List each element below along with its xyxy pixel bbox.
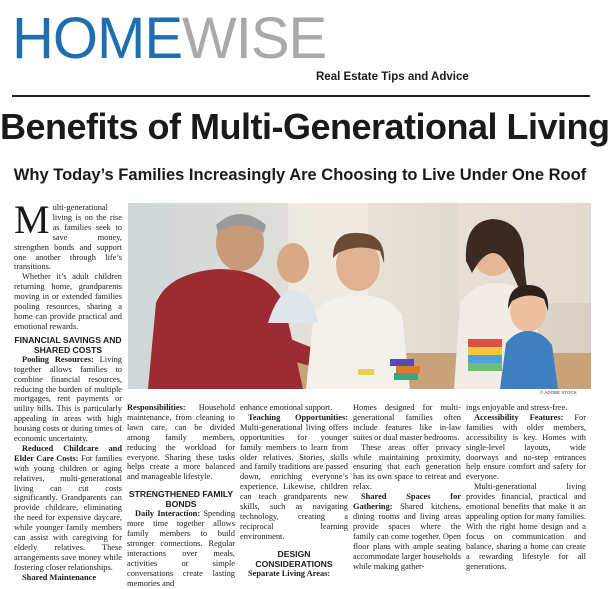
article-column-5	[466, 403, 586, 581]
childcare-paragraph: Reduced Childcare and Elder Care Costs: For families with young children or aging relatives, multi-generational living can cut costs significantly. Grandparents can provide childcare, eliminating the need for expensive daycare, while younger family members can assist with caregiving for elderly relatives. These arrangements save money while fostering closer relationships.	[14, 443, 122, 572]
logo-wise: WISE	[182, 6, 327, 71]
col3-continuation: enhance emotional support.	[240, 403, 333, 412]
col5-continuation: ings enjoyable and stress-free.	[466, 403, 568, 412]
daily-paragraph: Daily Interaction: Spending more time together allows family members to build stronger connections. Regular interactions over meals, activities or simple conversations create lasting memories and	[127, 509, 236, 588]
daily-label: Daily Interaction:	[135, 509, 201, 519]
photo-credit: © ADOBE STOCK	[540, 390, 577, 395]
accessibility-label: Accessibility Features:	[474, 412, 564, 422]
family-photo-illustration	[128, 203, 591, 389]
accessibility-paragraph: Accessibility Features: For families with older members, accessibility is key. Homes with single-level layouts, wide doorways and no-step entrances help ensure comfort and safety for everyone.	[466, 412, 586, 482]
headline: Benefits of Multi-Generational Living	[0, 106, 610, 147]
pooling-paragraph: Pooling Resources: Living together allows families to combine financial resources, reducing the burden of multiple mortgages, rent payments or utility bills. This is particularly appealing in areas with high housing costs or during times of economic uncertainty.	[14, 354, 122, 444]
shared-spaces-label: Shared Spaces for Gathering:	[353, 492, 461, 512]
privacy-paragraph: These areas offer privacy while maintaining proximity, ensuring that each generation has its own space to retreat and relax.	[353, 442, 461, 492]
responsibilities-paragraph: Responsibilities: Household maintenance, from cleaning to lawn care, can be divided among family members, reducing the workload for everyone. Sharing these tasks helps create a more balanced and manageable lifestyle.	[127, 403, 235, 482]
article-column-2	[127, 403, 236, 588]
logo-home: HOME	[12, 6, 182, 71]
intro-paragraph-2: Whether it’s adult children returning home, grandparents moving in or extended families pooling resources, sharing a home can provide practical and emotional rewards.	[14, 272, 122, 331]
section-heading-bonds: STRENGTHENED FAMILY BONDS	[128, 489, 234, 510]
article-column-4	[353, 403, 461, 581]
separate-label: Separate Living Areas:	[248, 568, 331, 578]
section-heading-design: DESIGN CONSIDERATIONS	[255, 548, 333, 569]
col4-continuation: Homes designed for multi-generational families often include features like in-law suites or dual master bedrooms.	[353, 403, 461, 442]
section-heading-financial: FINANCIAL SAVINGS AND SHARED COSTS	[14, 334, 122, 355]
shared-spaces-paragraph: Shared Spaces for Gathering: Shared kitchens, dining rooms and living areas provide spaces where the family can come together. Open floor plans with ample seating accommodate larger households while making gather-	[353, 492, 461, 571]
masthead	[12, 8, 592, 82]
subhead: Why Today’s Families Increasingly Are Choosing to Live Under One Roof	[13, 166, 587, 184]
teaching-label: Teaching Opportunities:	[248, 412, 348, 422]
pooling-label: Pooling Resources:	[22, 354, 94, 364]
childcare-label: Reduced Childcare and Elder Care Costs:	[14, 443, 122, 463]
maintenance-label: Shared Maintenance	[22, 572, 97, 582]
maintenance-label-paragraph	[14, 573, 122, 583]
homewise-logo	[12, 8, 326, 70]
teaching-paragraph: Teaching Opportunities: Multi-generational living offers opportunities for younger family members to learn from older relatives. Stories, skills and family traditions are passed down, enriching everyone’s experience. Likewise, children can teach grandparents new skills, such as navigating technology, creating a reciprocal learning environment.	[240, 412, 348, 541]
article-column-3	[240, 403, 348, 581]
separate-paragraph	[240, 569, 348, 579]
tagline: Real Estate Tips and Advice	[316, 71, 469, 83]
masthead-rule	[12, 95, 590, 97]
responsibilities-label: Responsibilities:	[127, 403, 186, 412]
conclusion-paragraph: Multi-generational living provides financial, practical and emotional benefits that make it an appealing option for many families. With the right home design and a focus on communication and balance, sharing a home can create a rewarding lifestyle for all generations.	[466, 482, 586, 571]
family-photo	[128, 203, 591, 389]
intro-paragraph: Multi-generational living is on the rise as families seek to save money, strengthen bonds and support one another through life’s transitions.	[14, 197, 122, 272]
article-column-1	[14, 197, 122, 582]
drop-cap: M	[14, 197, 50, 242]
